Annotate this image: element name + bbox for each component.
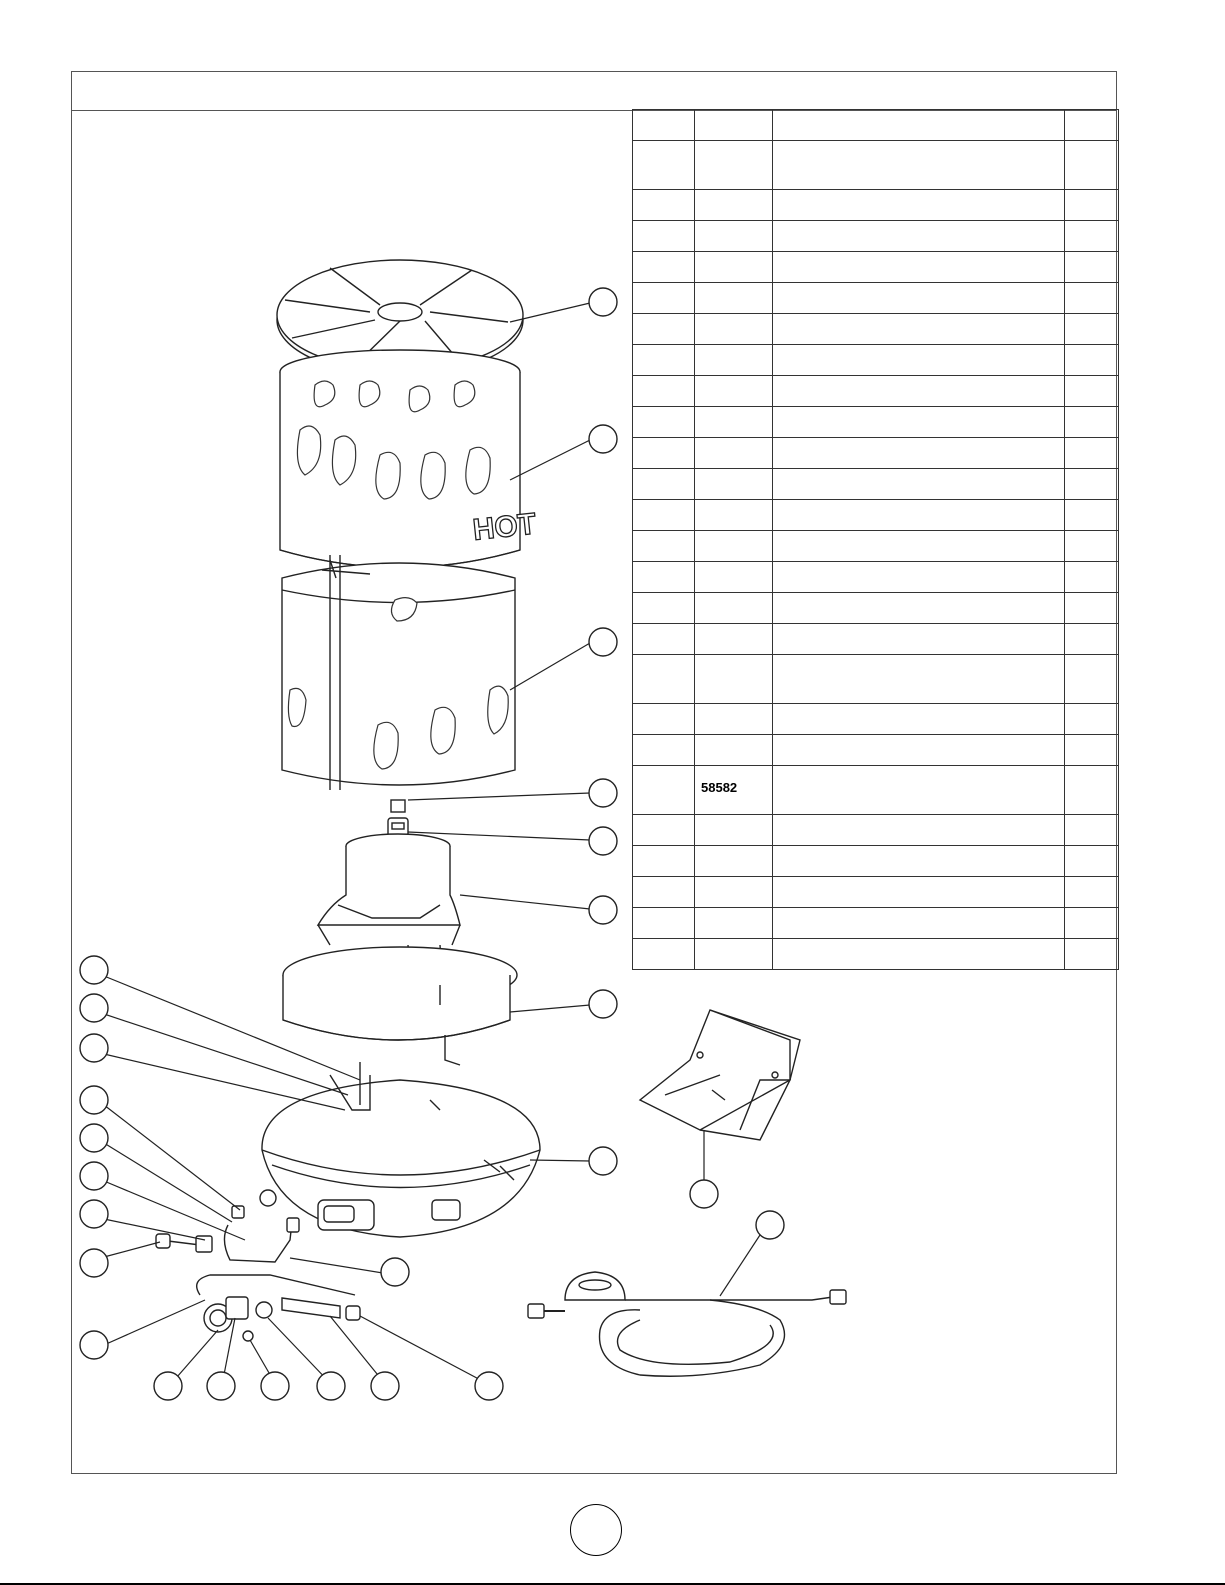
callout-circle	[207, 1372, 235, 1400]
callout-circle	[589, 896, 617, 924]
callout-circle	[756, 1211, 784, 1239]
base-pan	[260, 1062, 540, 1237]
callout-circle	[154, 1372, 182, 1400]
callout-circle	[589, 288, 617, 316]
callout-circle	[589, 628, 617, 656]
callout-circle	[589, 990, 617, 1018]
inner-ring	[283, 947, 517, 1065]
callout-circle	[589, 1147, 617, 1175]
callout-circle	[690, 1180, 718, 1208]
lower-shield	[282, 555, 515, 790]
callout-circle	[371, 1372, 399, 1400]
part-number-cell: 58582	[695, 766, 773, 815]
callout-circle	[589, 827, 617, 855]
callout-circle	[80, 994, 108, 1022]
callout-circle	[261, 1372, 289, 1400]
callout-circle	[80, 1331, 108, 1359]
callout-circle	[80, 1162, 108, 1190]
callout-circle	[589, 425, 617, 453]
callout-circle	[589, 779, 617, 807]
callout-circle	[475, 1372, 503, 1400]
callout-circle	[80, 1124, 108, 1152]
page-number-circle	[570, 1504, 622, 1556]
callout-circle	[80, 1249, 108, 1277]
callout-circle	[80, 1086, 108, 1114]
mounting-bracket	[640, 1010, 800, 1140]
callout-circle	[80, 1034, 108, 1062]
callout-circle	[381, 1258, 409, 1286]
regulator-hose	[528, 1272, 846, 1376]
upper-shield	[280, 350, 538, 568]
callout-circle	[80, 956, 108, 984]
callout-circle	[317, 1372, 345, 1400]
callout-circle	[80, 1200, 108, 1228]
heater-label: HOT	[471, 507, 538, 547]
